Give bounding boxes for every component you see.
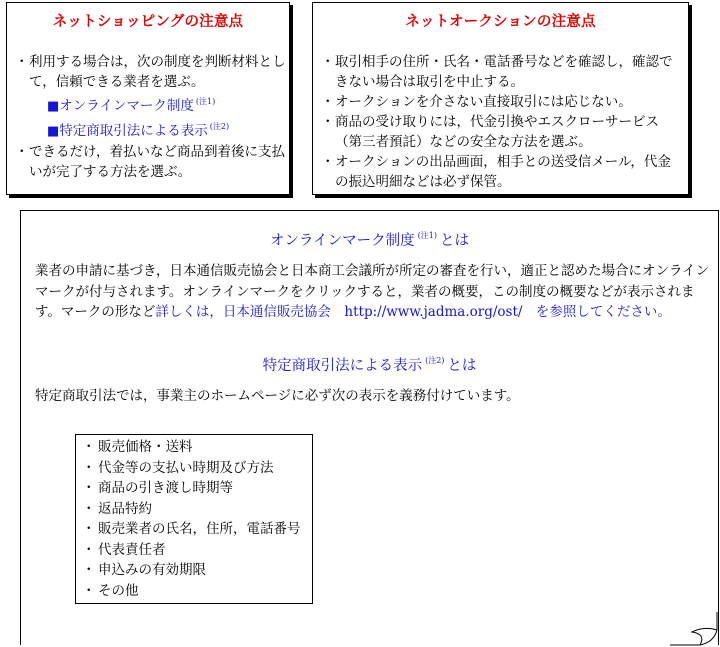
auction-caution-list [313, 52, 688, 192]
list-item: ・ その他 [76, 581, 312, 602]
bullet: ・ [82, 459, 96, 476]
list-item: ・ 利用する場合は，次の制度を判断材料として，信頼できる業者を選ぶ。 [15, 54, 286, 90]
bullet: ・ [82, 500, 96, 517]
list-item: ・ オークションを介さない直接取引には応じない。 [321, 94, 632, 110]
law-display-description: 特定商取引法では，事業主のホームページに必ず次の表示を義務付けています。 [35, 388, 520, 404]
bullet: ・ [15, 144, 29, 160]
online-mark-description: 業者の申請に基づき，日本通信販売協会と日本商工会議所が所定の審査を行い，適正と認めた場合にオンラインマークが付与されます。オンラインマークをクリックすると，業者の概要，この制度の概要などが表示されます。マークの形など詳しくは，日本通信販売協会 http://www.jadma.org/ost/ を参照してください。 [35, 263, 710, 320]
online-mark-heading: オンラインマーク制度 $^{(注1)}$ とは [270, 231, 469, 249]
list-item: ・ できるだけ，着払いなど商品到着後に支払いが完了する方法を選ぶ。 [15, 144, 285, 180]
bullet: ・ [82, 480, 96, 496]
auction-caution-title: ネットオークションの注意点 [405, 14, 596, 30]
bullet: ・ [321, 154, 335, 170]
required-display-list-box [75, 434, 313, 604]
bullet: ・ [82, 541, 96, 558]
shopping-caution-title: ネットショッピングの注意点 [52, 14, 244, 30]
law-display-heading: 特定商取引法による表示 $^{(注2)}$ とは [262, 356, 477, 374]
bullet: ・ [82, 582, 96, 599]
auction-caution-box [312, 2, 689, 195]
bullet: ・ [321, 114, 335, 130]
list-item: ・ 返品特約 [76, 499, 312, 520]
required-display-list [76, 435, 312, 601]
list-item: ・ 申込みの有効期限 [76, 560, 312, 581]
jadma-reference-link[interactable]: 詳しくは，日本通信販売協会 http://www.jadma.org/ost/ を参照してください。 [155, 304, 671, 320]
bullet: ・ [321, 94, 335, 110]
list-item: ・ 商品の受け取りには，代金引換やエスクローサービス（第三者預託）などの安全な方法を選ぶ。 [321, 114, 659, 150]
list-item: ・ 販売価格・送料 [76, 437, 312, 458]
shopping-caution-box [6, 2, 290, 195]
list-item: ・ 取引相手の住所・氏名・電話番号などを確認し，確認できない場合は取引を中止する。 [321, 54, 673, 90]
bullet: ・ [82, 521, 96, 537]
bullet: ・ [82, 439, 96, 455]
page-curl-icon [670, 612, 720, 647]
footnote-ref: (注2) [425, 356, 445, 365]
list-item: ・ 販売業者の氏名，住所，電話番号 [76, 519, 312, 540]
footnote-ref: (注1) [417, 231, 437, 240]
explanation-panel [20, 210, 719, 645]
shopping-caution-list [7, 52, 289, 182]
bullet: ・ [15, 54, 29, 70]
square-marker-icon: ■ [47, 124, 60, 139]
list-item: ・ 代表責任者 [76, 540, 312, 561]
footnote-ref: (注1) [195, 97, 216, 106]
sub-item-law-display: ■特定商取引法による表示 $^{(注2)}$ [47, 122, 230, 139]
list-item: ・ 商品の引き渡し時期等 [76, 478, 312, 499]
footnote-ref: (注2) [209, 122, 230, 131]
list-item: ・ 代金等の支払い時期及び方法 [76, 458, 312, 479]
list-item: ・ オークションの出品画面，相手との送受信メール，代金の振込明細などは必ず保管。 [321, 154, 671, 190]
square-marker-icon: ■ [47, 99, 60, 114]
bullet: ・ [321, 54, 335, 70]
bullet: ・ [82, 562, 96, 578]
sub-item-online-mark: ■オンラインマーク制度 $^{(注1)}$ [47, 97, 216, 114]
